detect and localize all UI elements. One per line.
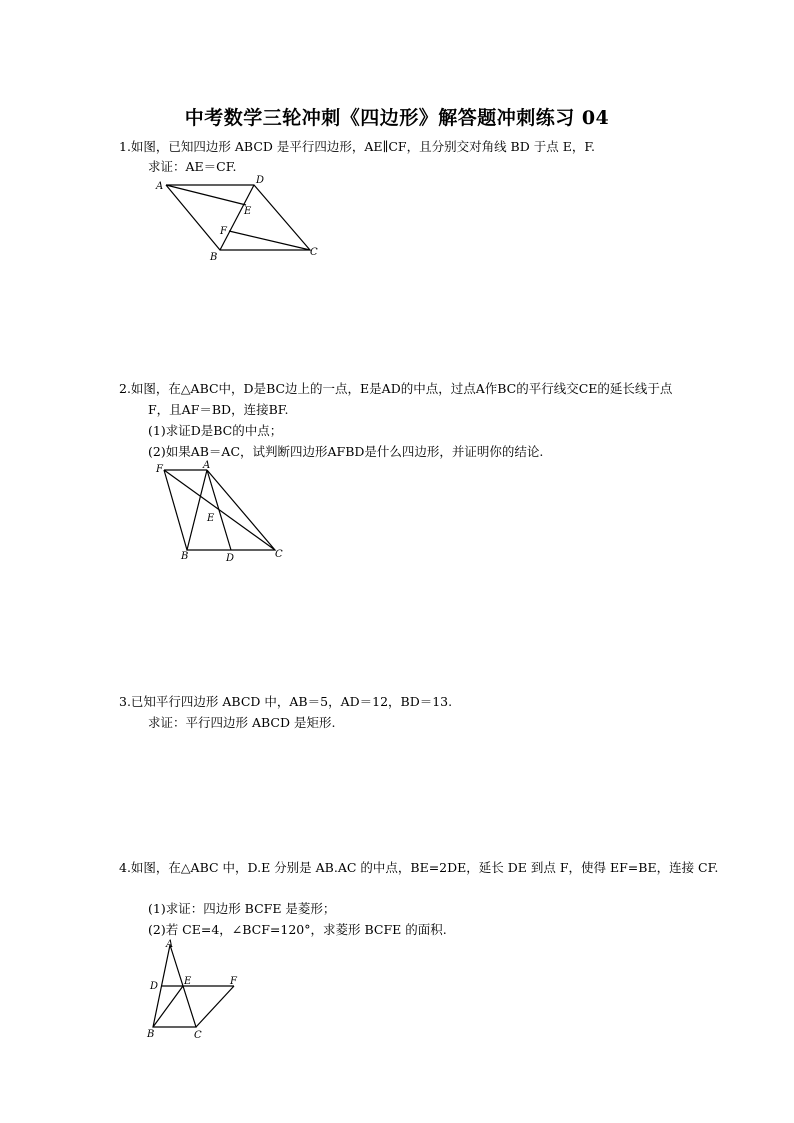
parallelogram-abcd bbox=[166, 185, 310, 250]
problem-2-statement-cont: F，且AF＝BD，连接BF. bbox=[148, 402, 289, 417]
label-e: E bbox=[207, 513, 215, 524]
label-b: B bbox=[147, 1029, 155, 1040]
problem-1-prove: 求证：AE＝CF. bbox=[148, 159, 237, 174]
label-b: B bbox=[210, 252, 218, 263]
segment-ad bbox=[207, 470, 231, 550]
problem-4-part-2: (2)若 CE=4，∠BCF=120°，求菱形 BCFE 的面积. bbox=[148, 922, 447, 937]
page-title: 中考数学三轮冲刺《四边形》解答题冲刺练习 04 bbox=[184, 107, 610, 129]
label-a: A bbox=[166, 939, 174, 950]
label-c: C bbox=[194, 1030, 202, 1041]
problem-3-statement: 3.已知平行四边形 ABCD 中，AB＝5，AD＝12，BD＝13. bbox=[119, 694, 453, 709]
label-d: D bbox=[226, 553, 235, 564]
problem-4-figure bbox=[144, 938, 244, 1042]
problem-1-figure bbox=[148, 174, 328, 266]
problem-2-figure bbox=[152, 458, 292, 564]
label-a: A bbox=[203, 460, 211, 471]
diagonal-bd bbox=[220, 185, 254, 250]
segment-fb bbox=[164, 470, 187, 550]
label-c: C bbox=[275, 549, 283, 560]
problem-4-part-1: (1)求证：四边形 BCFE 是菱形； bbox=[148, 901, 336, 916]
problem-2-part-1: (1)求证D是BC的中点； bbox=[148, 423, 283, 438]
label-f: F bbox=[220, 226, 227, 237]
label-d: D bbox=[256, 175, 265, 186]
problem-1-statement: 1.如图，已知四边形 ABCD 是平行四边形，AE∥CF，且分别交对角线 BD 于点 E，F. bbox=[119, 139, 596, 154]
label-c: C bbox=[310, 247, 318, 258]
label-f: F bbox=[156, 464, 163, 475]
label-b: B bbox=[181, 551, 189, 562]
segment-cf bbox=[229, 231, 310, 250]
problem-2-statement: 2.如图，在△ABC中，D是BC边上的一点，E是AD的中点，过点A作BC的平行线交CE的延长线于点 bbox=[119, 381, 673, 396]
problem-4-statement: 4.如图，在△ABC 中，D.E 分别是 AB.AC 的中点，BE=2DE，延长 DE 到点 F，使得 EF=BE，连接 CF. bbox=[119, 860, 719, 875]
label-d: D bbox=[150, 981, 159, 992]
problem-2-part-2: (2)如果AB＝AC，试判断四边形AFBD是什么四边形，并证明你的结论. bbox=[148, 444, 544, 459]
label-f: F bbox=[230, 976, 237, 987]
segment-ae bbox=[166, 185, 246, 205]
label-a: A bbox=[156, 181, 164, 192]
triangle-abc bbox=[187, 470, 275, 550]
label-e: E bbox=[244, 206, 252, 217]
problem-3-prove: 求证：平行四边形 ABCD 是矩形. bbox=[148, 715, 336, 730]
segment-cf bbox=[196, 986, 234, 1027]
label-e: E bbox=[184, 976, 192, 987]
